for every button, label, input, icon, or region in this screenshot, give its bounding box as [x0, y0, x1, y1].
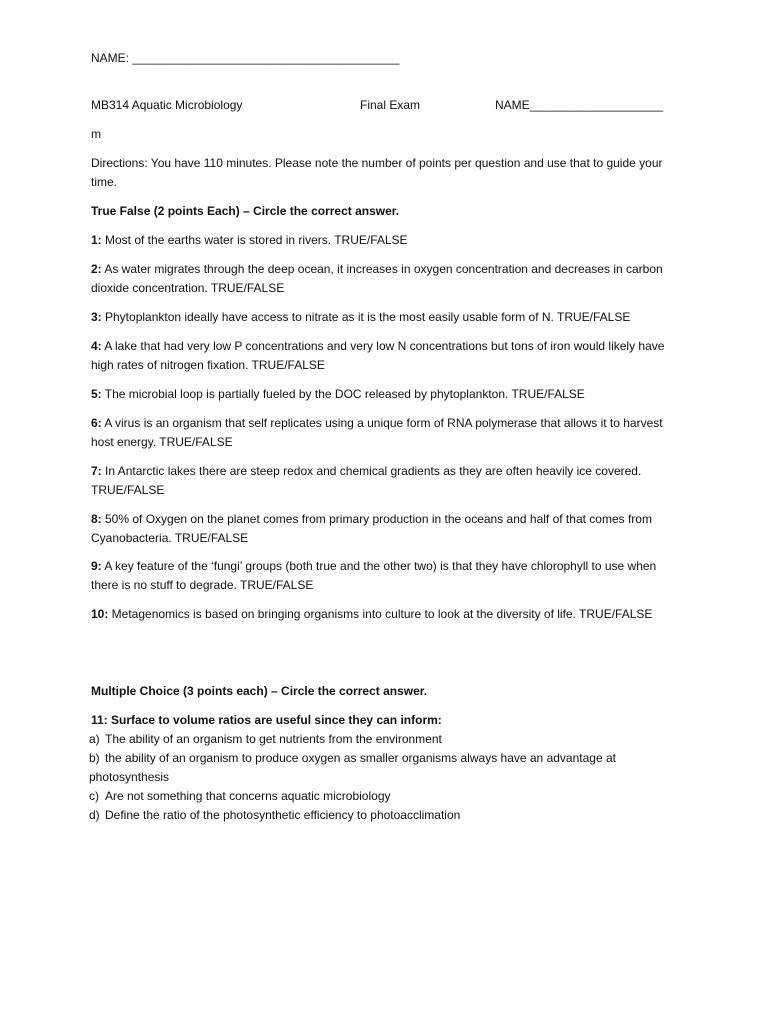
tf-heading: True False (2 points Each) – Circle the correct answer.	[91, 204, 400, 218]
question-number: 10:	[91, 607, 109, 621]
question-text: Most of the earths water is stored in rivers. TRUE/FALSE	[101, 233, 408, 247]
option-letter: a)	[89, 732, 100, 746]
tf-question	[91, 385, 681, 404]
name-line: NAME: ________________________________________	[91, 51, 400, 65]
exam-title: Final Exam	[360, 98, 421, 112]
question-number: 8:	[91, 512, 102, 526]
mc-option	[89, 749, 689, 787]
question-text: A key feature of the ‘fungi’ groups (both true and the other two) is that they have chlorophyll to use when there is no stuff to degrade. TRUE/FALSE	[91, 559, 657, 592]
tf-question	[91, 462, 681, 500]
question-text: Phytoplankton ideally have access to nitrate as it is the most easily usable form of N. TRUE/FALSE	[101, 310, 631, 324]
question-number: 2:	[91, 262, 102, 276]
directions: Directions: You have 110 minutes. Please note the number of points per question and use that to guide your time.	[91, 156, 663, 189]
option-text: Are not something that concerns aquatic microbiology	[105, 789, 391, 803]
question-text: A virus is an organism that self replicates using a unique form of RNA polymerase that allows it to harvest host energy. TRUE/FALSE	[91, 416, 663, 449]
question-number: 4:	[91, 339, 102, 353]
course-title: MB314 Aquatic Microbiology	[91, 98, 243, 112]
mc-option	[89, 806, 689, 825]
stray-mark: m	[91, 127, 101, 141]
mc-heading: Multiple Choice (3 points each) – Circle the correct answer.	[91, 684, 428, 698]
tf-question	[91, 337, 681, 375]
question-text: As water migrates through the deep ocean, it increases in oxygen concentration and decreases in carbon dioxide concentration. TRUE/FALSE	[91, 262, 663, 295]
option-letter: b)	[89, 751, 100, 765]
question-text: The microbial loop is partially fueled by the DOC released by phytoplankton. TRUE/FALSE	[101, 387, 585, 401]
tf-question	[91, 260, 681, 298]
question-number: 1:	[91, 233, 102, 247]
option-text: The ability of an organism to get nutrients from the environment	[105, 732, 442, 746]
tf-question	[91, 557, 681, 595]
mc-option	[89, 730, 689, 749]
question-text: In Antarctic lakes there are steep redox and chemical gradients as they are often heavily ice covered. TRUE/FALSE	[91, 464, 642, 497]
question-number: 9:	[91, 559, 102, 573]
tf-question	[91, 231, 681, 250]
name-field-right: NAME____________________	[495, 98, 664, 112]
mc-option	[89, 787, 689, 806]
tf-question	[91, 414, 681, 452]
question-number: 5:	[91, 387, 102, 401]
tf-question	[91, 510, 681, 548]
question-number: 3:	[91, 310, 102, 324]
question-number: 7:	[91, 464, 102, 478]
mc-question-stem: 11: Surface to volume ratios are useful since they can inform:	[91, 713, 442, 727]
option-letter: c)	[89, 789, 99, 803]
question-text: A lake that had very low P concentrations and very low N concentrations but tons of iron would likely have high rates of nitrogen fixation. TRUE/FALSE	[91, 339, 665, 372]
question-number: 6:	[91, 416, 102, 430]
question-text: Metagenomics is based on bringing organisms into culture to look at the diversity of life. TRUE/FALSE	[108, 607, 653, 621]
question-text: 50% of Oxygen on the planet comes from primary production in the oceans and half of that comes from Cyanobacteria. TRUE/FALSE	[91, 512, 652, 545]
option-text: Define the ratio of the photosynthetic efficiency to photoacclimation	[105, 808, 461, 822]
option-letter: d)	[89, 808, 100, 822]
option-text: the ability of an organism to produce oxygen as smaller organisms always have an advantage at photosynthesis	[89, 751, 616, 784]
tf-question	[91, 308, 681, 327]
tf-question	[91, 605, 681, 624]
